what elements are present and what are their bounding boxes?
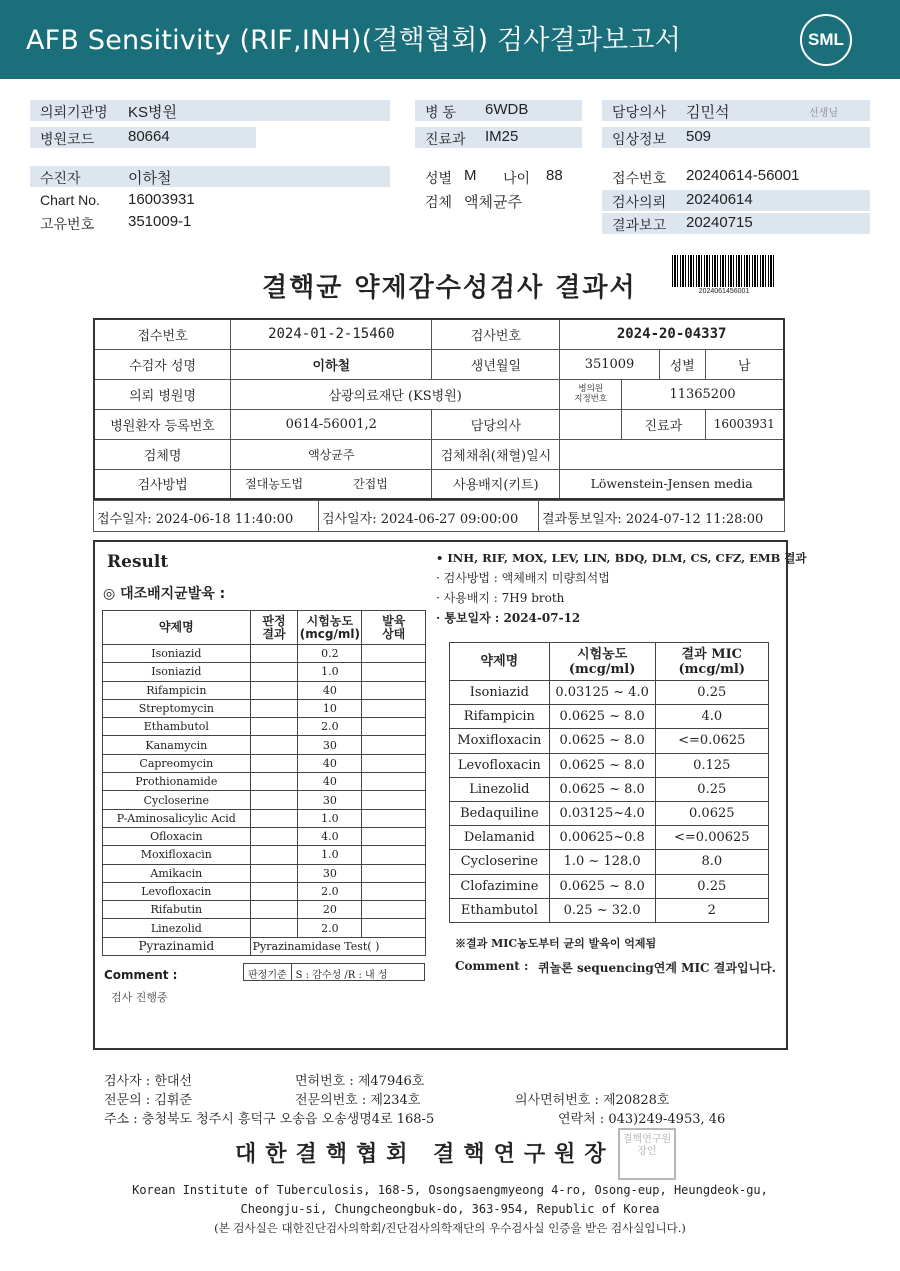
specialist-no: 전문의번호 : 제234호 bbox=[295, 1093, 421, 1108]
test-concentration: 0.2 bbox=[298, 645, 362, 663]
method-2: 간접법 bbox=[353, 477, 388, 492]
control-row bbox=[103, 699, 426, 717]
unique-value: 351009-1 bbox=[128, 213, 192, 230]
drug-name: Capreomycin bbox=[103, 754, 251, 772]
hospital-code-label: 병원코드 bbox=[40, 131, 95, 147]
info-value: 삼광의료재단 (KS병원) bbox=[231, 379, 560, 409]
mic-drug-name: Cycloserine bbox=[450, 850, 550, 874]
request-value: 20240614 bbox=[686, 191, 753, 208]
institution-value: KS병원 bbox=[128, 104, 177, 121]
mic-test-range: 0.03125 ~ 4.0 bbox=[549, 681, 655, 705]
judgement bbox=[250, 809, 298, 827]
judgement bbox=[250, 754, 298, 772]
mic-comment-label: Comment : bbox=[455, 959, 529, 973]
info-label: 의뢰 병원명 bbox=[94, 379, 231, 409]
mic-body bbox=[450, 681, 769, 923]
mic-result: <=0.00625 bbox=[655, 826, 768, 850]
control-header-cell: 시험농도 (mcg/ml) bbox=[298, 611, 362, 645]
mic-medium: · 사용배지 : 7H9 broth bbox=[436, 591, 565, 605]
mic-heading: • INH, RIF, MOX, LEV, LIN, BDQ, DLM, CS, CFZ, EMB 결과 bbox=[436, 551, 807, 565]
english-address-2: Cheongju-si, Chungcheongbuk-do, 363-954, Republic of Korea bbox=[240, 1202, 660, 1216]
mic-notes bbox=[436, 548, 807, 628]
method-1: 절대농도법 bbox=[245, 477, 304, 492]
clinical-field bbox=[602, 127, 870, 148]
info-label: 검체채취(채혈)일시 bbox=[432, 439, 560, 469]
judgement bbox=[250, 882, 298, 900]
doctor-field bbox=[602, 100, 870, 121]
control-row bbox=[103, 754, 426, 772]
pyrazinamid-name: Pyrazinamid bbox=[103, 937, 251, 955]
mic-drug-name: Delamanid bbox=[450, 826, 550, 850]
clinical-value: 509 bbox=[686, 128, 712, 145]
judgement bbox=[250, 663, 298, 681]
test-concentration: 1.0 bbox=[298, 663, 362, 681]
growth-state bbox=[362, 901, 426, 919]
mic-method: · 검사방법 : 액체배지 미량희석법 bbox=[436, 571, 610, 585]
control-row bbox=[103, 736, 426, 754]
mic-test-range: 0.25 ~ 32.0 bbox=[549, 898, 655, 922]
name-value: 이하철 bbox=[128, 170, 172, 187]
judgement bbox=[250, 736, 298, 754]
doctor-suffix: 선생님 bbox=[809, 108, 838, 119]
mic-result: 0.125 bbox=[655, 753, 768, 777]
name-field bbox=[30, 166, 390, 187]
growth-state bbox=[362, 681, 426, 699]
designated-label-1: 병의원 bbox=[578, 384, 603, 394]
license: 면허번호 : 제47946호 bbox=[295, 1074, 425, 1089]
mic-row bbox=[450, 753, 769, 777]
institution-label: 의뢰기관명 bbox=[40, 104, 108, 120]
report-header bbox=[0, 0, 900, 79]
sex-label: 성별 bbox=[425, 170, 453, 186]
unique-label: 고유번호 bbox=[40, 216, 95, 232]
request-label: 검사의뢰 bbox=[612, 194, 667, 210]
control-row bbox=[103, 882, 426, 900]
specialist: 전문의 : 김휘준 bbox=[104, 1093, 192, 1108]
sml-logo: SML bbox=[800, 14, 852, 66]
name-label: 수진자 bbox=[40, 170, 81, 186]
ward-value: 6WDB bbox=[485, 101, 529, 118]
test-concentration: 4.0 bbox=[298, 827, 362, 845]
info-label: 성별 bbox=[659, 349, 705, 379]
control-row bbox=[103, 663, 426, 681]
info-row bbox=[94, 379, 784, 409]
mic-row bbox=[450, 777, 769, 801]
info-label bbox=[560, 379, 622, 409]
info-label: 병원환자 등록번호 bbox=[94, 409, 231, 439]
info-label: 검사방법 bbox=[94, 469, 231, 499]
designated-label-2: 지정번호 bbox=[574, 394, 608, 404]
judgement bbox=[250, 699, 298, 717]
contact: 연락처 : 043)249-4953, 46 bbox=[558, 1112, 726, 1127]
dept-field bbox=[415, 127, 582, 148]
control-row bbox=[103, 681, 426, 699]
certification-note: (본 검사실은 대한진단검사의학회/진단검사의학재단의 우수검사실 인증을 받은 검사실입니다.) bbox=[214, 1221, 686, 1235]
judgement bbox=[250, 827, 298, 845]
request-field bbox=[602, 190, 870, 211]
control-row bbox=[103, 773, 426, 791]
receipt-value: 20240614-56001 bbox=[686, 167, 800, 184]
info-row bbox=[94, 469, 784, 499]
growth-state bbox=[362, 736, 426, 754]
mic-result: 8.0 bbox=[655, 850, 768, 874]
mic-result: 2 bbox=[655, 898, 768, 922]
info-value: Löwenstein-Jensen media bbox=[560, 469, 784, 499]
report-header-title: AFB Sensitivity (RIF,INH)(결핵협회) 검사결과보고서 bbox=[26, 25, 681, 56]
mic-drug-name: Clofazimine bbox=[450, 874, 550, 898]
growth-state bbox=[362, 699, 426, 717]
official-seal bbox=[618, 1128, 676, 1180]
control-table bbox=[102, 610, 426, 956]
control-heading: ◎ 대조배지균발육 : bbox=[103, 586, 226, 602]
specimen-label: 검체 bbox=[425, 194, 453, 210]
test-concentration: 2.0 bbox=[298, 919, 362, 937]
judgement bbox=[250, 919, 298, 937]
sex-value: M bbox=[464, 167, 477, 184]
mic-row bbox=[450, 898, 769, 922]
control-body bbox=[103, 645, 426, 956]
info-label: 수검자 성명 bbox=[94, 349, 231, 379]
hospital-code-field bbox=[30, 127, 256, 148]
growth-state bbox=[362, 791, 426, 809]
info-value: 남 bbox=[705, 349, 784, 379]
legend-text: S : 감수성 /R : 내 성 bbox=[295, 970, 388, 981]
growth-state bbox=[362, 919, 426, 937]
mic-row bbox=[450, 681, 769, 705]
growth-state bbox=[362, 827, 426, 845]
mic-drug-name: Rifampicin bbox=[450, 705, 550, 729]
mic-test-range: 0.0625 ~ 8.0 bbox=[549, 874, 655, 898]
test-concentration: 2.0 bbox=[298, 718, 362, 736]
test-concentration: 30 bbox=[298, 736, 362, 754]
drug-name: Kanamycin bbox=[103, 736, 251, 754]
mic-row bbox=[450, 801, 769, 825]
mic-test-range: 0.0625 ~ 8.0 bbox=[549, 753, 655, 777]
ward-label: 병 동 bbox=[425, 104, 456, 120]
control-header-row bbox=[103, 611, 426, 645]
judgement bbox=[250, 901, 298, 919]
chart-label: Chart No. bbox=[40, 192, 100, 208]
mic-notice: · 통보일자 : 2024-07-12 bbox=[436, 611, 581, 625]
mic-header-row bbox=[450, 643, 769, 681]
barcode-image bbox=[672, 255, 776, 287]
info-label: 생년월일 bbox=[432, 349, 560, 379]
growth-state bbox=[362, 663, 426, 681]
pyrazinamid-row bbox=[103, 937, 426, 955]
test-concentration: 30 bbox=[298, 791, 362, 809]
test-concentration: 10 bbox=[298, 699, 362, 717]
mic-test-range: 0.00625~0.8 bbox=[549, 826, 655, 850]
test-concentration: 1.0 bbox=[298, 809, 362, 827]
info-value bbox=[560, 409, 622, 439]
info-value: 351009 bbox=[560, 349, 659, 379]
hospital-code-value: 80664 bbox=[128, 128, 170, 145]
mic-comment: 퀴놀론 sequencing연계 MIC 결과입니다. bbox=[538, 961, 776, 975]
mic-drug-name: Ethambutol bbox=[450, 898, 550, 922]
chart-field bbox=[40, 190, 390, 211]
mic-drug-name: Isoniazid bbox=[450, 681, 550, 705]
info-value: 11365200 bbox=[622, 379, 784, 409]
control-row bbox=[103, 864, 426, 882]
mic-header-cell: 약제명 bbox=[450, 643, 550, 681]
control-header-cell: 발육 상태 bbox=[362, 611, 426, 645]
report-label: 결과보고 bbox=[612, 217, 667, 233]
drug-name: Linezolid bbox=[103, 919, 251, 937]
judgement bbox=[250, 718, 298, 736]
dept-label: 진료과 bbox=[425, 131, 466, 147]
specimen-value: 액체균주 bbox=[464, 194, 522, 211]
drug-name: Rifampicin bbox=[103, 681, 251, 699]
control-row bbox=[103, 718, 426, 736]
growth-state bbox=[362, 773, 426, 791]
drug-name: Ethambutol bbox=[103, 718, 251, 736]
doctor-value: 김민석 bbox=[686, 104, 730, 121]
result-comment-label: Comment : bbox=[104, 968, 178, 982]
mic-test-range: 0.0625 ~ 8.0 bbox=[549, 729, 655, 753]
drug-name: Amikacin bbox=[103, 864, 251, 882]
receipt-field bbox=[602, 166, 870, 187]
control-header-cell: 판정 결과 bbox=[250, 611, 298, 645]
growth-state bbox=[362, 718, 426, 736]
info-value: 액상균주 bbox=[231, 439, 432, 469]
drug-name: Streptomycin bbox=[103, 699, 251, 717]
seal-text: 결핵연구원장인 bbox=[622, 1134, 672, 1157]
growth-state bbox=[362, 846, 426, 864]
mic-test-range: 1.0 ~ 128.0 bbox=[549, 850, 655, 874]
dates-box bbox=[93, 500, 785, 532]
mic-result: 0.25 bbox=[655, 681, 768, 705]
mic-drug-name: Moxifloxacin bbox=[450, 729, 550, 753]
legend-box bbox=[243, 963, 425, 981]
mic-row bbox=[450, 874, 769, 898]
mic-test-range: 0.0625 ~ 8.0 bbox=[549, 777, 655, 801]
control-row bbox=[103, 901, 426, 919]
drug-name: Cycloserine bbox=[103, 791, 251, 809]
mic-header-cell: 시험농도 (mcg/ml) bbox=[549, 643, 655, 681]
sex-age-field bbox=[425, 166, 585, 187]
mic-result: 4.0 bbox=[655, 705, 768, 729]
info-label: 담당의사 bbox=[432, 409, 560, 439]
control-row bbox=[103, 809, 426, 827]
report-field bbox=[602, 213, 870, 234]
dept-value: IM25 bbox=[485, 128, 519, 145]
growth-state bbox=[362, 754, 426, 772]
pyrazinamid-test: Pyrazinamidase Test( ) bbox=[250, 937, 425, 955]
info-label: 진료과 bbox=[622, 409, 705, 439]
mic-result: 0.0625 bbox=[655, 801, 768, 825]
report-title: 결핵균 약제감수성검사 결과서 bbox=[262, 273, 637, 303]
control-row bbox=[103, 791, 426, 809]
mic-drug-name: Levofloxacin bbox=[450, 753, 550, 777]
mic-row bbox=[450, 729, 769, 753]
judgement bbox=[250, 864, 298, 882]
ward-field bbox=[415, 100, 582, 121]
growth-state bbox=[362, 882, 426, 900]
mic-drug-name: Bedaquiline bbox=[450, 801, 550, 825]
mic-drug-name: Linezolid bbox=[450, 777, 550, 801]
result-comment: 검사 진행중 bbox=[111, 991, 168, 1004]
date-receipt: 접수일자: 2024-06-18 11:40:00 bbox=[94, 501, 319, 531]
growth-state bbox=[362, 809, 426, 827]
info-value: 이하철 bbox=[231, 349, 432, 379]
mic-result: 0.25 bbox=[655, 874, 768, 898]
judgement bbox=[250, 773, 298, 791]
test-concentration: 2.0 bbox=[298, 882, 362, 900]
drug-name: Ofloxacin bbox=[103, 827, 251, 845]
info-value: 2024-20-04337 bbox=[560, 319, 784, 349]
info-table bbox=[93, 318, 785, 500]
info-row bbox=[94, 349, 784, 379]
address: 주소 : 충청북도 청주시 흥덕구 오송읍 오송생명4로 168-5 bbox=[104, 1112, 435, 1127]
drug-name: P-Aminosalicylic Acid bbox=[103, 809, 251, 827]
tester: 검사자 : 한대선 bbox=[104, 1074, 192, 1089]
control-row bbox=[103, 919, 426, 937]
info-value bbox=[560, 439, 784, 469]
growth-state bbox=[362, 645, 426, 663]
drug-name: Prothionamide bbox=[103, 773, 251, 791]
organization-name: 대한결핵협회 결핵연구원장 bbox=[235, 1142, 615, 1167]
mic-result: 0.25 bbox=[655, 777, 768, 801]
control-row bbox=[103, 827, 426, 845]
doctor-license: 의사면허번호 : 제20828호 bbox=[515, 1093, 670, 1108]
age-label: 나이 bbox=[503, 170, 531, 186]
mic-test-range: 0.0625 ~ 8.0 bbox=[549, 705, 655, 729]
mic-table bbox=[449, 642, 769, 923]
info-row bbox=[94, 439, 784, 469]
info-row bbox=[94, 409, 784, 439]
info-row bbox=[94, 319, 784, 349]
info-label: 사용배지(키트) bbox=[432, 469, 560, 499]
mic-header-cell: 결과 MIC (mcg/ml) bbox=[655, 643, 768, 681]
info-label: 검사번호 bbox=[432, 319, 560, 349]
mic-row bbox=[450, 705, 769, 729]
english-address-1: Korean Institute of Tuberculosis, 168-5, Osongsaengmyeong 4-ro, Osong-eup, Heungdeok-gu, bbox=[132, 1183, 768, 1197]
mic-result: <=0.0625 bbox=[655, 729, 768, 753]
unique-field bbox=[40, 212, 390, 233]
age-value: 88 bbox=[546, 167, 563, 184]
mic-row bbox=[450, 826, 769, 850]
legend-label: 판정기준 bbox=[244, 964, 292, 980]
info-value: 2024-01-2-15460 bbox=[231, 319, 432, 349]
test-concentration: 20 bbox=[298, 901, 362, 919]
drug-name: Moxifloxacin bbox=[103, 846, 251, 864]
result-title: Result bbox=[107, 552, 169, 572]
info-label: 검체명 bbox=[94, 439, 231, 469]
date-notice: 결과통보일자: 2024-07-12 11:28:00 bbox=[542, 512, 764, 527]
control-header-cell: 약제명 bbox=[103, 611, 251, 645]
info-label: 접수번호 bbox=[94, 319, 231, 349]
mic-test-range: 0.03125~4.0 bbox=[549, 801, 655, 825]
drug-name: Levofloxacin bbox=[103, 882, 251, 900]
mic-note: ※결과 MIC농도부터 균의 발육이 억제됨 bbox=[455, 937, 657, 950]
judgement bbox=[250, 645, 298, 663]
control-row bbox=[103, 645, 426, 663]
judgement bbox=[250, 791, 298, 809]
doctor-label: 담당의사 bbox=[612, 104, 667, 120]
clinical-label: 임상정보 bbox=[612, 131, 667, 147]
chart-value: 16003931 bbox=[128, 191, 195, 208]
receipt-label: 접수번호 bbox=[612, 170, 667, 186]
judgement bbox=[250, 846, 298, 864]
control-row bbox=[103, 846, 426, 864]
mic-row bbox=[450, 850, 769, 874]
judgement bbox=[250, 681, 298, 699]
drug-name: Isoniazid bbox=[103, 645, 251, 663]
test-concentration: 40 bbox=[298, 773, 362, 791]
date-test: 검사일자: 2024-06-27 09:00:00 bbox=[319, 501, 539, 531]
test-concentration: 1.0 bbox=[298, 846, 362, 864]
drug-name: Isoniazid bbox=[103, 663, 251, 681]
test-concentration: 40 bbox=[298, 681, 362, 699]
info-value: 16003931 bbox=[705, 409, 784, 439]
info-value: 0614-56001,2 bbox=[231, 409, 432, 439]
test-concentration: 30 bbox=[298, 864, 362, 882]
specimen-field bbox=[425, 190, 585, 211]
drug-name: Rifabutin bbox=[103, 901, 251, 919]
test-concentration: 40 bbox=[298, 754, 362, 772]
barcode-number: 2024061456001 bbox=[698, 288, 750, 295]
growth-state bbox=[362, 864, 426, 882]
report-value: 20240715 bbox=[686, 214, 753, 231]
info-value bbox=[231, 469, 432, 499]
institution-field bbox=[30, 100, 390, 121]
